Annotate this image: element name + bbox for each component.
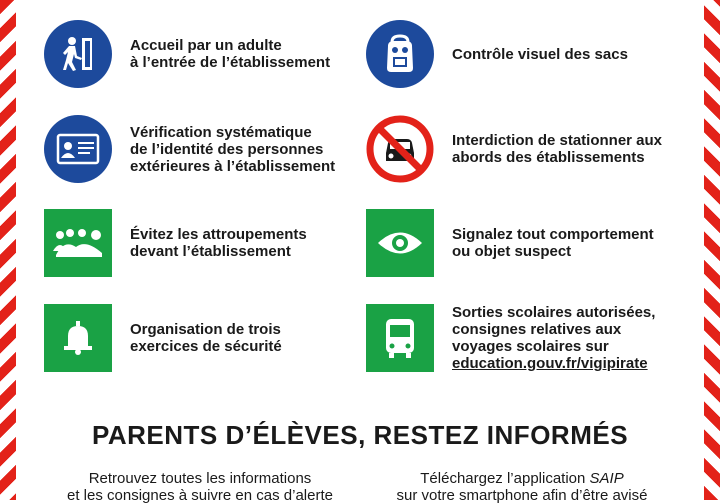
label-line: extérieures à l’établissement [130, 157, 336, 175]
measure-welcome [44, 20, 330, 88]
measure-bag-check [366, 20, 628, 88]
measure-report-suspicious [366, 209, 654, 277]
label-line: Accueil par un adulte [130, 37, 282, 54]
label-line: Interdiction de stationner aux [452, 132, 663, 149]
label-line: de l’identité des personnes [130, 140, 324, 158]
measure-no-parking [366, 115, 662, 183]
person-entering-door-icon [44, 20, 112, 88]
id-card-icon [44, 115, 112, 183]
measure-safety-drills [44, 304, 282, 372]
info-line: Retrouvez toutes les informations [88, 470, 312, 487]
bus-icon [366, 304, 434, 372]
app-name: SAIP [589, 470, 624, 487]
backpack-icon [366, 20, 434, 88]
label-line: consignes relatives aux [452, 321, 622, 338]
crowd-icon [44, 209, 112, 277]
label-line: voyages scolaires sur [452, 338, 609, 355]
label-line: Vérification systématique [130, 123, 312, 141]
no-parking-car-icon [366, 115, 434, 183]
label-line: abords des établissements [452, 149, 645, 166]
label-line: Contrôle visuel des sacs [452, 45, 628, 63]
measure-avoid-gatherings [44, 209, 307, 277]
app-download-text [372, 470, 672, 504]
vigipirate-link[interactable]: education.gouv.fr/vigipirate [452, 355, 648, 372]
alarm-bell-icon [44, 304, 112, 372]
info-text [50, 470, 350, 504]
label-line: devant l’établissement [130, 243, 291, 260]
measure-school-trips [366, 304, 655, 372]
app-prefix: Téléchargez l’application [420, 470, 590, 487]
label-line: Sorties scolaires autorisées, [452, 304, 656, 321]
info-line: et les consignes à suivre en cas d’alerte [67, 487, 333, 504]
page-heading: PARENTS D’ÉLÈVES, RESTEZ INFORMÉS [91, 420, 629, 450]
label-line: Évitez les attroupements [130, 226, 307, 243]
label-line: Signalez tout comportement [452, 226, 654, 243]
app-line [372, 470, 672, 487]
app-line-2: sur votre smartphone afin d’être avisé [396, 487, 648, 504]
label-line: à l’entrée de l’établissement [130, 54, 331, 71]
label-line: ou objet suspect [452, 243, 572, 260]
eye-icon [366, 209, 434, 277]
measure-identity-check [44, 115, 335, 183]
label-line: exercices de sécurité [130, 338, 282, 355]
label-line: Organisation de trois [130, 321, 281, 338]
